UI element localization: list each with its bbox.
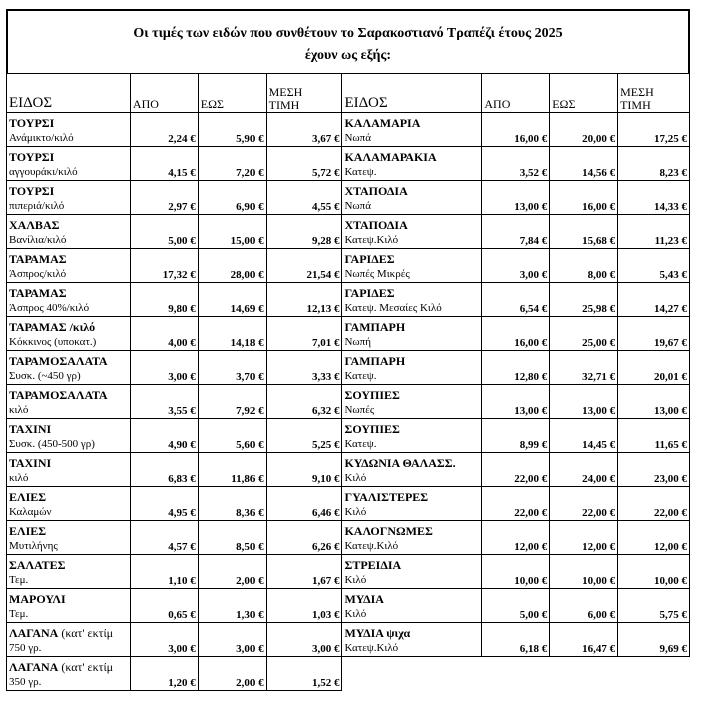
right-avg-price: 20,01 € (618, 351, 690, 385)
left-item-name-note: (κατ' εκτίμ (58, 660, 114, 674)
right-item-cell (342, 215, 482, 249)
left-item-name: ΕΛΙΕΣ (9, 490, 47, 504)
left-avg-price: 9,28 € (266, 215, 342, 249)
left-avg-price: 9,10 € (266, 453, 342, 487)
header-row (7, 74, 690, 113)
left-to-price: 8,50 € (198, 521, 266, 555)
left-to-price: 3,00 € (198, 623, 266, 657)
right-from-price: 16,00 € (482, 317, 550, 351)
right-item-cell (342, 181, 482, 215)
header-avg-right: ΜΕΣΗ ΤΙΜΗ (618, 74, 690, 113)
right-from-price: 13,00 € (482, 181, 550, 215)
left-to-price: 6,90 € (198, 181, 266, 215)
table-row (7, 113, 690, 147)
left-avg-price: 6,32 € (266, 385, 342, 419)
left-item-cell (7, 385, 131, 419)
empty-cell (618, 657, 690, 691)
right-to-price: 8,00 € (550, 249, 618, 283)
right-item-name: ΚΑΛΑΜΑΡΙΑ (344, 116, 421, 130)
title-line-1: Οι τιμές των ειδών που συνθέτουν το Σαρακοστιανό Τραπέζι έτους 2025 (133, 26, 563, 41)
header-to-left: ΕΩΣ (198, 74, 266, 113)
empty-cell (342, 657, 482, 691)
right-avg-price: 19,67 € (618, 317, 690, 351)
left-avg-price: 6,26 € (266, 521, 342, 555)
right-item-name: ΜΥΔΙΑ (344, 592, 384, 606)
right-item-name: ΓΑΜΠΑΡΗ (344, 320, 406, 334)
right-item-name: ΧΤΑΠΟΔΙΑ (344, 184, 408, 198)
left-from-price: 1,20 € (130, 657, 198, 691)
left-item-name: ΛΑΓΑΝΑ (κατ' εκτίμ (9, 626, 114, 640)
left-item-cell (7, 317, 131, 351)
left-to-price: 7,20 € (198, 147, 266, 181)
right-item-desc: Νωπή (344, 336, 371, 348)
right-item-name: ΧΤΑΠΟΔΙΑ (344, 218, 408, 232)
right-from-price: 7,84 € (482, 215, 550, 249)
right-item-desc: Νωπά (344, 132, 371, 144)
right-avg-price: 11,23 € (618, 215, 690, 249)
left-item-name: ΤΑΡΑΜΑΣ /κιλό (9, 320, 96, 334)
left-avg-price: 12,13 € (266, 283, 342, 317)
left-avg-price: 3,00 € (266, 623, 342, 657)
left-item-cell (7, 113, 131, 147)
right-avg-price: 5,75 € (618, 589, 690, 623)
table-row (7, 657, 690, 691)
left-to-price: 11,86 € (198, 453, 266, 487)
right-item-desc: Κατεψ.Κιλό (344, 540, 399, 552)
right-item-desc: Κατεψ. (344, 166, 377, 178)
left-item-desc: 750 γρ. (9, 642, 42, 654)
left-item-desc: Μυτιλήνης (9, 540, 58, 552)
left-from-price: 4,00 € (130, 317, 198, 351)
right-from-price: 13,00 € (482, 385, 550, 419)
right-item-name: ΓΑΡΙΔΕΣ (344, 252, 395, 266)
header-to-right: ΕΩΣ (550, 74, 618, 113)
right-from-price: 3,00 € (482, 249, 550, 283)
header-from-left: ΑΠΟ (130, 74, 198, 113)
left-item-cell (7, 351, 131, 385)
left-to-price: 15,00 € (198, 215, 266, 249)
left-from-price: 4,90 € (130, 419, 198, 453)
left-item-desc: Άσπρος 40%/κιλό (9, 302, 90, 314)
right-to-price: 10,00 € (550, 555, 618, 589)
left-item-cell (7, 521, 131, 555)
right-item-cell (342, 113, 482, 147)
left-item-desc: 350 γρ. (9, 676, 42, 688)
right-to-price: 14,56 € (550, 147, 618, 181)
left-avg-price: 1,03 € (266, 589, 342, 623)
right-to-price: 25,00 € (550, 317, 618, 351)
right-item-name: ΚΥΔΩΝΙΑ ΘΑΛΑΣΣ. (344, 456, 456, 470)
right-item-desc: Νωπά (344, 200, 371, 212)
right-item-cell (342, 521, 482, 555)
left-from-price: 0,65 € (130, 589, 198, 623)
left-item-desc: Συσκ. (~450 γρ) (9, 370, 81, 382)
right-item-desc: Κατεψ. (344, 370, 377, 382)
left-item-name: ΤΑΡΑΜΑΣ (9, 286, 67, 300)
right-from-price: 22,00 € (482, 453, 550, 487)
left-item-desc: κιλό (9, 404, 29, 416)
left-item-name: ΤΑΧΙΝΙ (9, 422, 52, 436)
right-to-price: 32,71 € (550, 351, 618, 385)
right-item-cell (342, 317, 482, 351)
left-avg-price: 6,46 € (266, 487, 342, 521)
right-item-name: ΓΑΡΙΔΕΣ (344, 286, 395, 300)
left-to-price: 2,00 € (198, 657, 266, 691)
title-line-2: έχουν ως εξής: (304, 48, 392, 63)
right-item-desc: Κατεψ. Μεσαίες Κιλό (344, 302, 442, 314)
table-row (7, 351, 690, 385)
left-item-desc: κιλό (9, 472, 29, 484)
left-to-price: 5,60 € (198, 419, 266, 453)
right-item-desc: Νωπές Μικρές (344, 268, 410, 280)
left-from-price: 1,10 € (130, 555, 198, 589)
right-to-price: 14,45 € (550, 419, 618, 453)
right-from-price: 12,80 € (482, 351, 550, 385)
left-avg-price: 3,33 € (266, 351, 342, 385)
left-item-name: ΤΟΥΡΣΙ (9, 116, 55, 130)
right-item-name: ΓΥΑΛΙΣΤΕΡΕΣ (344, 490, 429, 504)
left-to-price: 8,36 € (198, 487, 266, 521)
left-from-price: 3,55 € (130, 385, 198, 419)
left-item-cell (7, 453, 131, 487)
header-item-right: ΕΙΔΟΣ (342, 74, 482, 113)
left-from-price: 2,24 € (130, 113, 198, 147)
left-avg-price: 5,72 € (266, 147, 342, 181)
table-row (7, 555, 690, 589)
left-item-cell (7, 487, 131, 521)
right-avg-price: 9,69 € (618, 623, 690, 657)
left-from-price: 3,00 € (130, 351, 198, 385)
right-avg-price: 10,00 € (618, 555, 690, 589)
right-to-price: 16,00 € (550, 181, 618, 215)
right-to-price: 25,98 € (550, 283, 618, 317)
left-from-price: 6,83 € (130, 453, 198, 487)
right-item-name: ΣΟΥΠΙΕΣ (344, 422, 400, 436)
right-item-desc: Νωπές (344, 404, 375, 416)
left-item-name: ΤΑΧΙΝΙ (9, 456, 52, 470)
left-item-name: ΤΟΥΡΣΙ (9, 150, 55, 164)
left-avg-price: 7,01 € (266, 317, 342, 351)
right-item-cell (342, 555, 482, 589)
left-from-price: 4,95 € (130, 487, 198, 521)
table-row (7, 317, 690, 351)
right-item-cell (342, 487, 482, 521)
left-item-name-note: (κατ' εκτίμ (58, 626, 114, 640)
left-item-name: ΛΑΓΑΝΑ (κατ' εκτίμ (9, 660, 114, 674)
left-item-name: ΤΑΡΑΜΟΣΑΛΑΤΑ (9, 388, 108, 402)
left-from-price: 9,80 € (130, 283, 198, 317)
right-item-name: ΓΑΜΠΑΡΗ (344, 354, 406, 368)
left-avg-price: 5,25 € (266, 419, 342, 453)
left-item-cell (7, 147, 131, 181)
right-item-cell (342, 419, 482, 453)
right-item-desc: Κιλό (344, 472, 367, 484)
left-item-name: ΤΑΡΑΜΟΣΑΛΑΤΑ (9, 354, 108, 368)
left-item-cell (7, 623, 131, 657)
left-avg-price: 21,54 € (266, 249, 342, 283)
right-from-price: 5,00 € (482, 589, 550, 623)
right-item-desc: Κιλό (344, 574, 367, 586)
right-item-cell (342, 147, 482, 181)
title-block (6, 9, 690, 73)
right-to-price: 20,00 € (550, 113, 618, 147)
table-row (7, 419, 690, 453)
right-to-price: 12,00 € (550, 521, 618, 555)
left-item-name: ΕΛΙΕΣ (9, 524, 47, 538)
right-avg-price: 17,25 € (618, 113, 690, 147)
right-item-desc: Κατεψ.Κιλό (344, 234, 399, 246)
table-row (7, 147, 690, 181)
empty-cell (482, 657, 550, 691)
left-item-name: ΤΑΡΑΜΑΣ (9, 252, 67, 266)
left-item-cell (7, 249, 131, 283)
left-item-desc: Τεμ. (9, 574, 29, 586)
right-to-price: 13,00 € (550, 385, 618, 419)
left-to-price: 28,00 € (198, 249, 266, 283)
left-item-desc: Άσπρος/κιλό (9, 268, 67, 280)
left-item-cell (7, 419, 131, 453)
left-from-price: 3,00 € (130, 623, 198, 657)
right-avg-price: 11,65 € (618, 419, 690, 453)
table-row (7, 181, 690, 215)
right-item-cell (342, 249, 482, 283)
left-item-desc: αγγουράκι/κιλό (9, 166, 78, 178)
table-row (7, 589, 690, 623)
right-item-cell (342, 589, 482, 623)
header-avg-left: ΜΕΣΗ ΤΙΜΗ (266, 74, 342, 113)
right-to-price: 15,68 € (550, 215, 618, 249)
left-item-desc: Καλαμών (9, 506, 52, 518)
right-item-cell (342, 283, 482, 317)
left-to-price: 5,90 € (198, 113, 266, 147)
right-item-name: ΚΑΛΟΓΝΩΜΕΣ (344, 524, 433, 538)
left-item-cell (7, 657, 131, 691)
left-from-price: 17,32 € (130, 249, 198, 283)
right-to-price: 6,00 € (550, 589, 618, 623)
right-from-price: 10,00 € (482, 555, 550, 589)
right-to-price: 24,00 € (550, 453, 618, 487)
left-from-price: 5,00 € (130, 215, 198, 249)
left-item-desc: Ανάμικτο/κιλό (9, 132, 74, 144)
right-from-price: 6,54 € (482, 283, 550, 317)
right-avg-price: 22,00 € (618, 487, 690, 521)
left-item-cell (7, 181, 131, 215)
left-item-desc: πιπεριά/κιλό (9, 200, 65, 212)
right-item-cell (342, 385, 482, 419)
right-item-name: ΣΟΥΠΙΕΣ (344, 388, 400, 402)
left-to-price: 14,18 € (198, 317, 266, 351)
right-avg-price: 23,00 € (618, 453, 690, 487)
table-row (7, 215, 690, 249)
header-item-left: ΕΙΔΟΣ (7, 74, 131, 113)
right-from-price: 6,18 € (482, 623, 550, 657)
left-item-cell (7, 283, 131, 317)
left-item-name: ΧΑΛΒΑΣ (9, 218, 60, 232)
left-to-price: 7,92 € (198, 385, 266, 419)
table-row (7, 487, 690, 521)
left-to-price: 1,30 € (198, 589, 266, 623)
right-from-price: 3,52 € (482, 147, 550, 181)
table-row (7, 623, 690, 657)
right-item-name: ΣΤΡΕΙΔΙΑ (344, 558, 402, 572)
left-avg-price: 1,67 € (266, 555, 342, 589)
right-to-price: 22,00 € (550, 487, 618, 521)
left-from-price: 2,97 € (130, 181, 198, 215)
header-from-right: ΑΠΟ (482, 74, 550, 113)
table-row (7, 283, 690, 317)
right-item-desc: Κατεψ. (344, 438, 377, 450)
right-from-price: 12,00 € (482, 521, 550, 555)
left-item-cell (7, 555, 131, 589)
right-from-price: 22,00 € (482, 487, 550, 521)
left-to-price: 3,70 € (198, 351, 266, 385)
right-item-name: ΚΑΛΑΜΑΡΑΚΙΑ (344, 150, 437, 164)
right-item-desc: Κατεψ.Κιλό (344, 642, 399, 654)
left-item-desc: Κόκκινος (υποκατ.) (9, 336, 97, 348)
right-from-price: 8,99 € (482, 419, 550, 453)
left-from-price: 4,57 € (130, 521, 198, 555)
left-avg-price: 4,55 € (266, 181, 342, 215)
left-item-name: ΜΑΡΟΥΛΙ (9, 592, 66, 606)
table-row (7, 385, 690, 419)
empty-cell (550, 657, 618, 691)
left-item-desc: Βανίλια/κιλό (9, 234, 67, 246)
left-item-name: ΤΟΥΡΣΙ (9, 184, 55, 198)
right-from-price: 16,00 € (482, 113, 550, 147)
left-to-price: 2,00 € (198, 555, 266, 589)
table-row (7, 521, 690, 555)
price-sheet (6, 9, 690, 691)
left-from-price: 4,15 € (130, 147, 198, 181)
right-item-cell (342, 351, 482, 385)
table-row (7, 453, 690, 487)
right-item-desc: Κιλό (344, 506, 367, 518)
right-item-desc: Κιλό (344, 608, 367, 620)
right-item-cell (342, 453, 482, 487)
right-avg-price: 13,00 € (618, 385, 690, 419)
left-item-desc: Συσκ. (450-500 γρ) (9, 438, 95, 450)
right-avg-price: 5,43 € (618, 249, 690, 283)
left-item-cell (7, 215, 131, 249)
left-avg-price: 1,52 € (266, 657, 342, 691)
right-avg-price: 14,33 € (618, 181, 690, 215)
left-item-desc: Τεμ. (9, 608, 29, 620)
right-avg-price: 14,27 € (618, 283, 690, 317)
right-item-cell (342, 623, 482, 657)
left-avg-price: 3,67 € (266, 113, 342, 147)
left-to-price: 14,69 € (198, 283, 266, 317)
right-avg-price: 8,23 € (618, 147, 690, 181)
right-avg-price: 12,00 € (618, 521, 690, 555)
table-row (7, 249, 690, 283)
right-to-price: 16,47 € (550, 623, 618, 657)
left-item-name: ΣΑΛΑΤΕΣ (9, 558, 66, 572)
left-item-cell (7, 589, 131, 623)
right-item-name: ΜΥΔΙΑ ψιχα (344, 626, 411, 640)
price-table (6, 73, 690, 691)
